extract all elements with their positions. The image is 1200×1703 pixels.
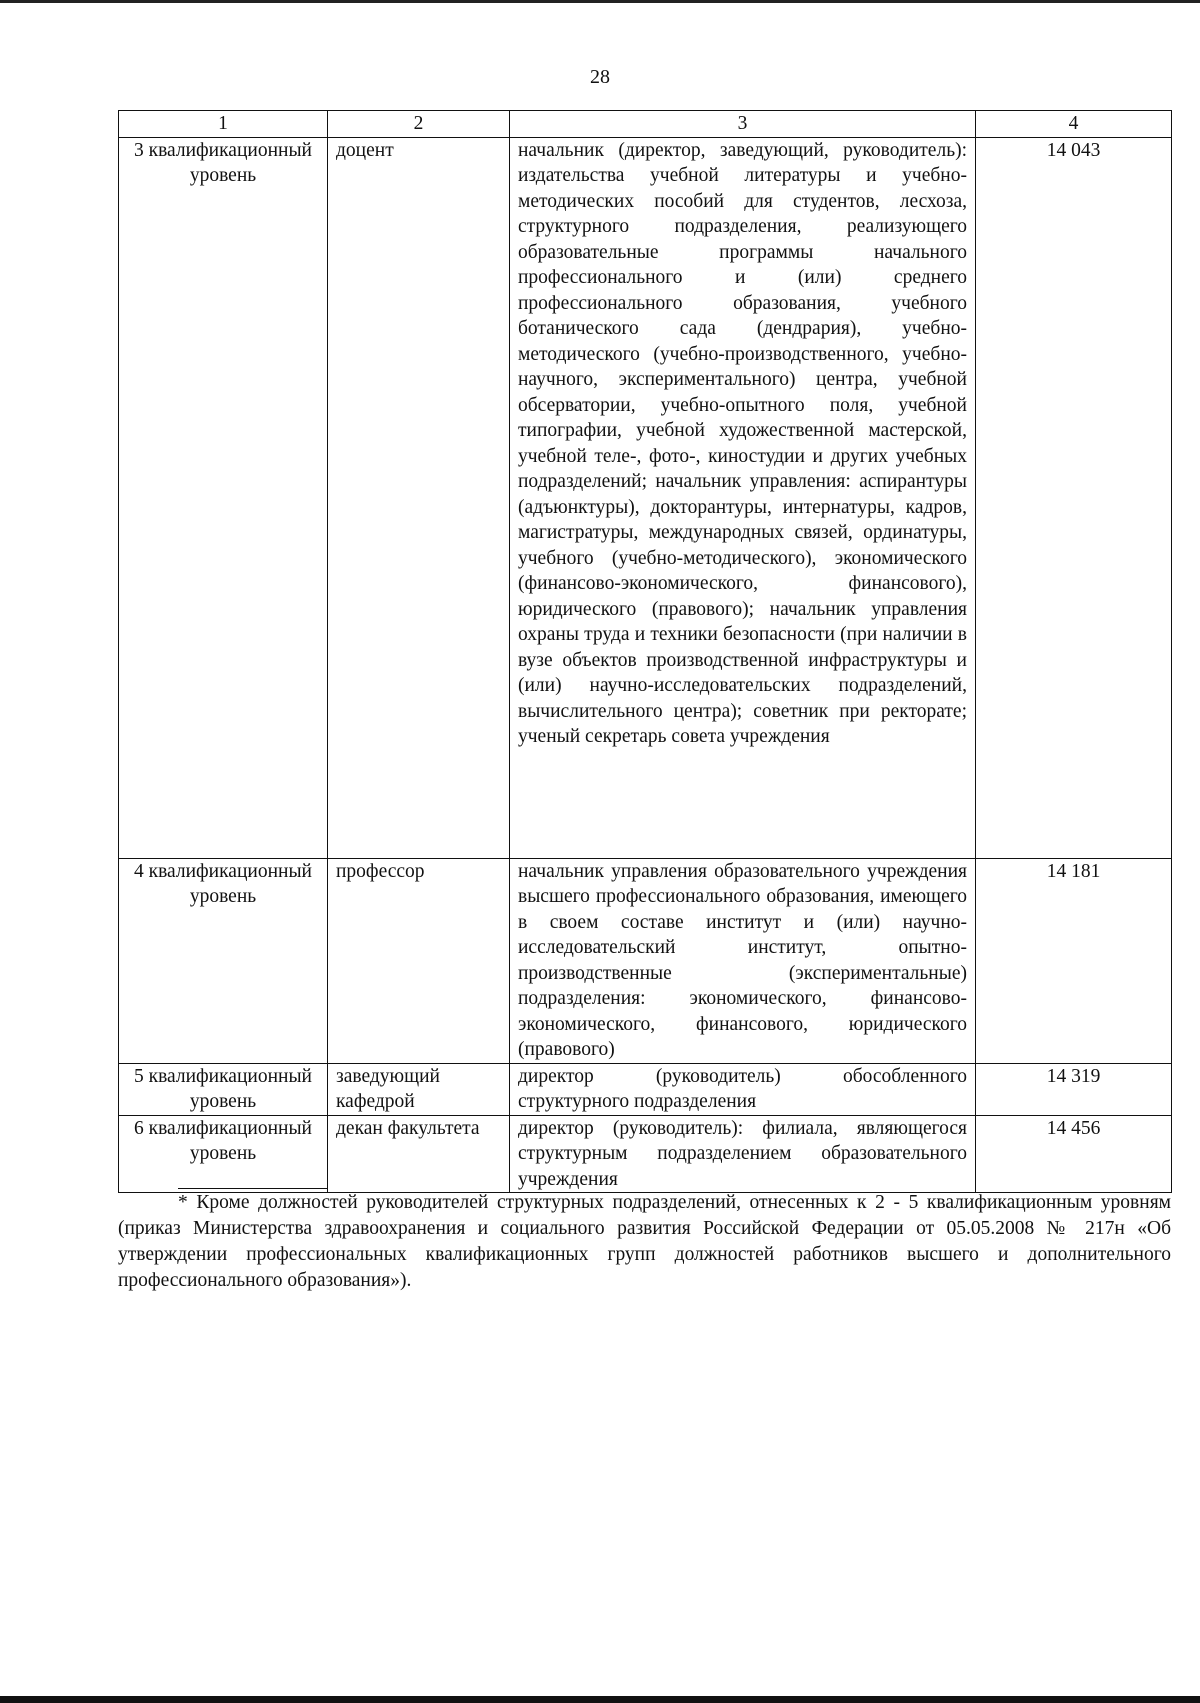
salary-cell: 14 181 — [976, 858, 1172, 1063]
table-row — [119, 1115, 1172, 1193]
table-row — [119, 137, 1172, 858]
salary-cell: 14 319 — [976, 1063, 1172, 1115]
column-header: 2 — [328, 111, 510, 138]
position-cell: профессор — [328, 858, 510, 1063]
column-header: 4 — [976, 111, 1172, 138]
footnote-separator — [178, 1188, 328, 1189]
description-cell: директор (руководитель) обособленного структурного подразделения — [510, 1063, 976, 1115]
salary-cell: 14 456 — [976, 1115, 1172, 1193]
qualification-level-cell: 5 квалификационный уровень — [119, 1063, 328, 1115]
description-cell: директор (руководитель): филиала, являющегося структурным подразделением образовательного учреждения — [510, 1115, 976, 1193]
description-cell: начальник управления образовательного учреждения высшего профессионального образования, имеющего в своем составе институт и (или) научно-исследовательский институт, опытно-производственные (экспериментальные) подразделения: экономического, финансово-экономического, финансового, юридического (правового) — [510, 858, 976, 1063]
qualification-level-cell: 3 квалификационный уровень — [119, 137, 328, 858]
scan-edge-top — [0, 0, 1200, 3]
position-cell: заведующий кафедрой — [328, 1063, 510, 1115]
column-header: 1 — [119, 111, 328, 138]
table-row — [119, 1063, 1172, 1115]
salary-cell: 14 043 — [976, 137, 1172, 858]
table-row — [119, 858, 1172, 1063]
qualification-level-cell: 6 квалификационный уровень — [119, 1115, 328, 1193]
qualification-table — [118, 110, 1172, 1193]
footnote: * Кроме должностей руководителей структурных подразделений, отнесенных к 2 - 5 квалификационным уровням (приказ Министерства здравоохранения и социального развития Российской Федерации от 05.05.2008 № 217н «Об утверждении профессиональных квалификационных групп должностей работников высшего и дополнительного профессионального образования»). — [118, 1192, 1171, 1291]
position-cell: декан факультета — [328, 1115, 510, 1193]
scan-edge-bottom — [0, 1696, 1200, 1703]
column-header: 3 — [510, 111, 976, 138]
description-cell: начальник (директор, заведующий, руководитель): издательства учебной литературы и учебно-методических пособий для студентов, лесхоза, структурного подразделения, реализующего образовательные программы начального профессионального и (или) среднего профессионального образования, учебного ботанического сада (дендрария), учебно-методического (учебно-производственного, учебно-научного, экспериментального) центра, учебной обсерватории, учебно-опытного поля, учебной типографии, учебной художественной мастерской, учебной теле-, фото-, киностудии и других учебных подразделений; начальник управления: аспирантуры (адъюнктуры), докторантуры, интернатуры, кадров, магистратуры, международных связей, ординатуры, учебного (учебно-методического), экономического (финансово-экономического, финансового), юридического (правового); начальник управления охраны труда и техники безопасности (при наличии в вузе объектов производственной инфраструктуры и (или) научно-исследовательских подразделений, вычислительного центра); советник при ректорате; ученый секретарь совета учреждения — [510, 137, 976, 858]
table-header-row — [119, 111, 1172, 138]
position-cell: доцент — [328, 137, 510, 858]
qualification-level-cell: 4 квалификационный уровень — [119, 858, 328, 1063]
page-number: 28 — [590, 66, 610, 88]
